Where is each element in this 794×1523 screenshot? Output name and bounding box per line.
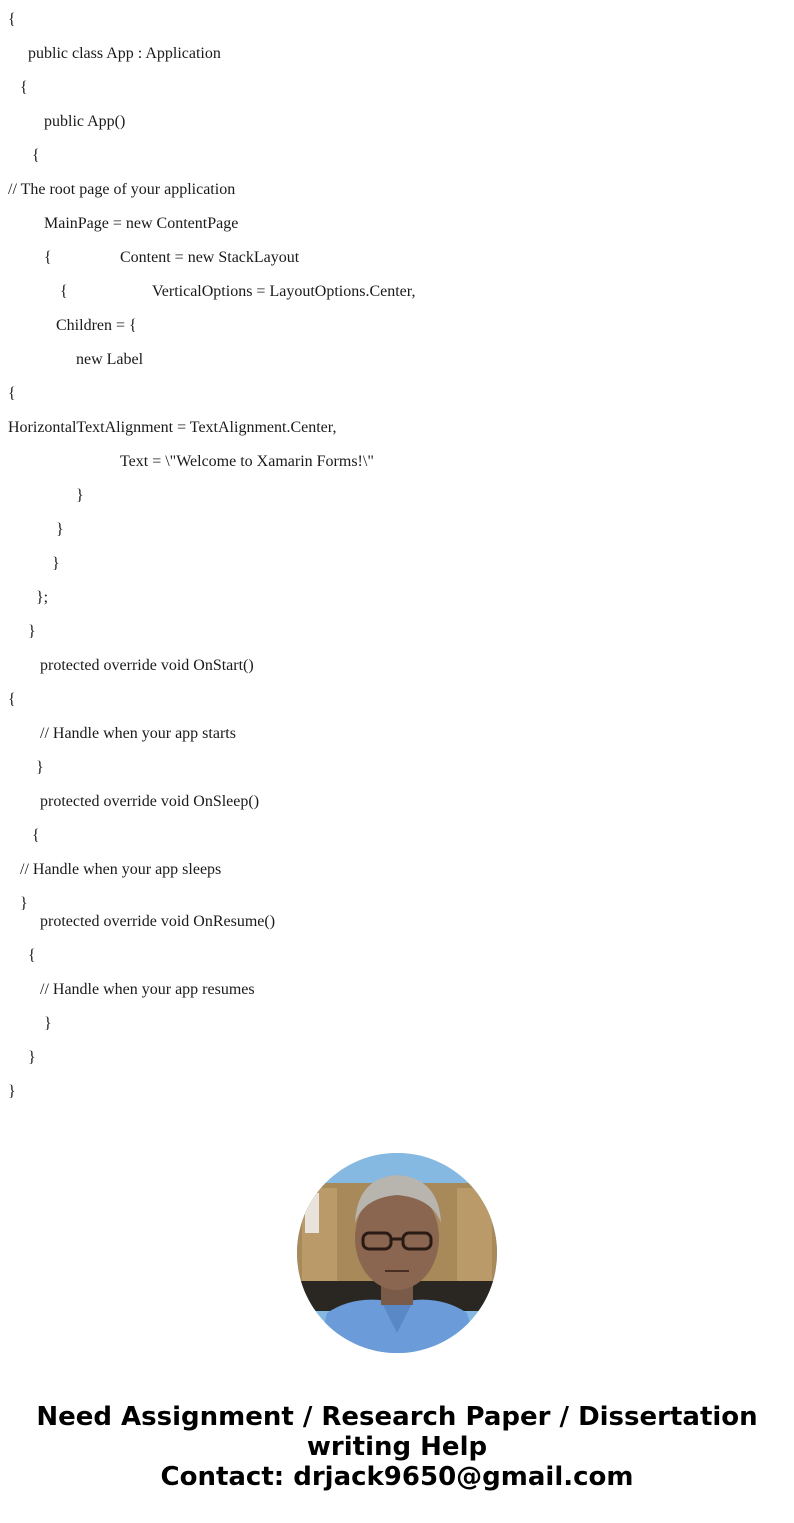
promo-line-2: writing Help: [306, 1432, 488, 1462]
code-line: {: [32, 147, 40, 164]
code-line: }: [44, 1015, 52, 1032]
code-line: public App(): [44, 113, 126, 130]
code-line: }: [36, 759, 44, 776]
code-line: {: [28, 947, 36, 964]
code-line: Content = new StackLayout: [120, 249, 300, 266]
code-line: {: [8, 11, 16, 28]
code-line: // Handle when your app resumes: [40, 981, 255, 998]
code-line: {: [32, 827, 40, 844]
promo-line-1: Need Assignment / Research Paper / Dissertation: [36, 1402, 758, 1432]
code-line: protected override void OnResume(): [40, 913, 276, 930]
code-line: }: [56, 521, 64, 538]
code-line: protected override void OnStart(): [40, 657, 254, 674]
code-line: }: [28, 1049, 36, 1066]
code-line: new Label: [76, 351, 144, 368]
portrait-image: [297, 1153, 497, 1353]
code-line: }: [20, 895, 28, 912]
code-line: protected override void OnSleep(): [40, 793, 260, 810]
code-line: Children = {: [56, 317, 137, 334]
code-line: public class App : Application: [28, 45, 221, 62]
code-line: VerticalOptions = LayoutOptions.Center,: [152, 283, 416, 300]
code-line: }: [8, 1083, 16, 1100]
author-photo: [297, 1153, 497, 1353]
promo-contact: Contact: drjack9650@gmail.com: [160, 1462, 634, 1492]
code-line: Text = \"Welcome to Xamarin Forms!\": [120, 453, 374, 470]
code-line: }: [28, 623, 36, 640]
code-line: {: [44, 249, 52, 266]
promo-banner: [0, 1402, 794, 1492]
code-line: {: [8, 691, 16, 708]
code-line: MainPage = new ContentPage: [44, 215, 239, 232]
code-line: };: [36, 589, 49, 606]
code-line: {: [60, 283, 68, 300]
code-line: {: [8, 385, 16, 402]
code-line: // Handle when your app sleeps: [20, 861, 222, 878]
code-line: // Handle when your app starts: [40, 725, 236, 742]
code-line: // The root page of your application: [8, 181, 236, 198]
code-line: }: [52, 555, 60, 572]
code-line: {: [20, 79, 28, 96]
code-line: }: [76, 487, 84, 504]
code-line: HorizontalTextAlignment = TextAlignment.Center,: [8, 419, 337, 436]
